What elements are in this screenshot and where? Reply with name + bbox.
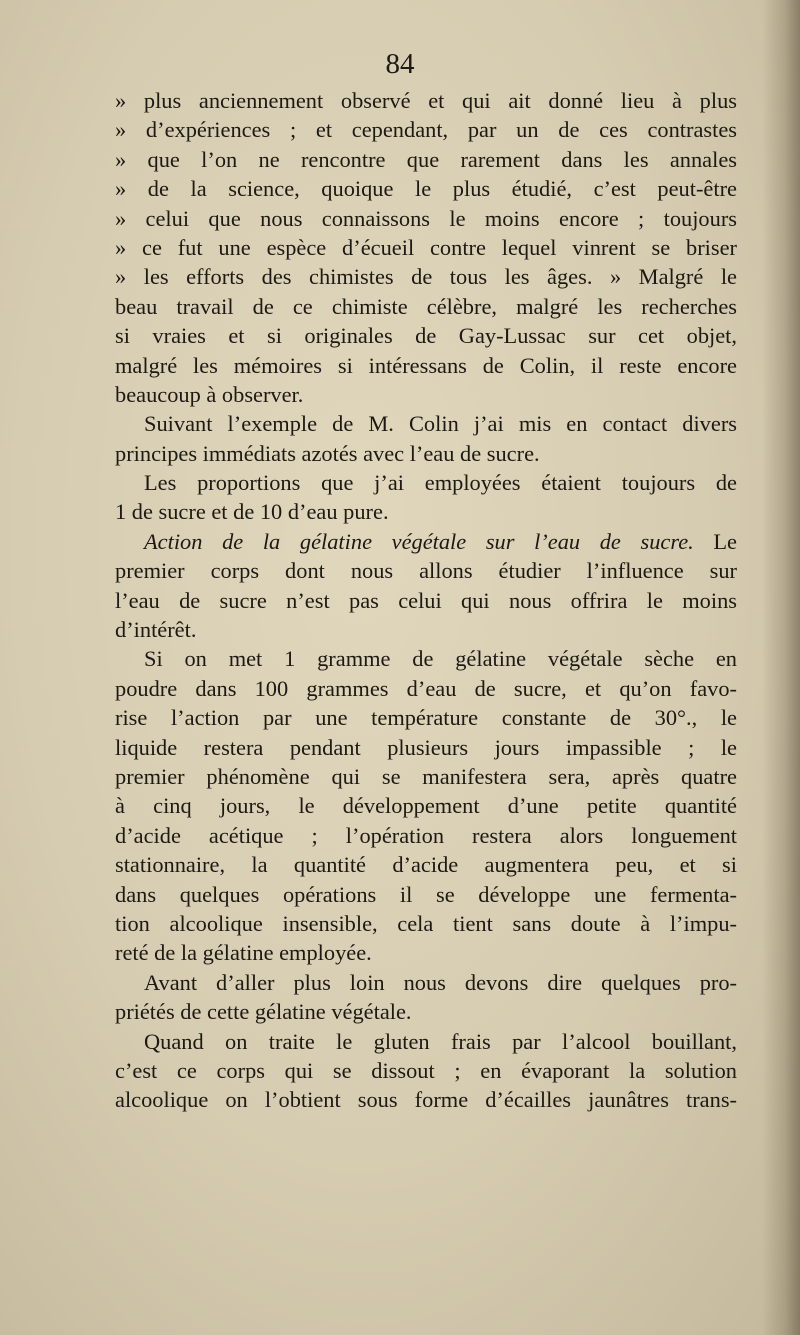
text-line: » plus anciennement observé et qui ait donné lieu à plus [115, 88, 737, 113]
section-heading-line [115, 527, 737, 556]
text-line: Si on met 1 gramme de gélatine végétale sèche en [144, 646, 737, 672]
text-line: priétés de cette gélatine végétale. [115, 999, 412, 1025]
text-line: beau travail de ce chimiste célèbre, malgré les recherches [115, 293, 737, 319]
text-line: » de la science, quoique le plus étudié, c’est peut-être [115, 176, 737, 202]
body-text [115, 86, 737, 1115]
text-line: alcoolique on l’obtient sous forme d’écailles jaunâtres trans- [115, 1087, 737, 1113]
text-line: premier phénomène qui se manifestera sera, après quatre [115, 763, 737, 789]
text-line: stationnaire, la quantité d’acide augmentera peu, et si [115, 852, 737, 878]
text-line: liquide restera pendant plusieurs jours impassible ; le [115, 734, 737, 760]
text-line: Avant d’aller plus loin nous devons dire quelques pro- [144, 969, 737, 995]
text-line: reté de la gélatine employée. [115, 940, 372, 966]
heading-line-continuation: Le [693, 528, 737, 554]
text-line: » les efforts des chimistes de tous les âges. » Malgré le [115, 264, 737, 290]
text-line: tion alcoolique insensible, cela tient sans doute à l’impu- [115, 910, 737, 936]
text-line: » que l’on ne rencontre que rarement dans les annales [115, 146, 737, 172]
text-line: c’est ce corps qui se dissout ; en évaporant la solution [115, 1057, 737, 1083]
text-line: malgré les mémoires si intéressans de Colin, il reste encore [115, 352, 737, 378]
text-line: principes immédiats azotés avec l’eau de sucre. [115, 440, 540, 466]
text-line: » celui que nous connaissons le moins encore ; toujours [115, 205, 737, 231]
text-line: Les proportions que j’ai employées étaient toujours de [144, 470, 737, 496]
text-line: poudre dans 100 grammes d’eau de sucre, et qu’on favo- [115, 675, 737, 701]
text-line: à cinq jours, le développement d’une petite quantité [115, 793, 737, 819]
text-line: rise l’action par une température constante de 30°., le [115, 705, 737, 731]
text-line: d’intérêt. [115, 617, 197, 643]
text-line: Quand on traite le gluten frais par l’alcool bouillant, [144, 1028, 737, 1054]
text-line: » ce fut une espèce d’écueil contre lequel vinrent se briser [115, 234, 737, 260]
page-edge-shadow [762, 0, 800, 1335]
section-heading: Action de la gélatine végétale sur l’eau de sucre. [144, 528, 694, 554]
text-line: l’eau de sucre n’est pas celui qui nous offrira le moins [115, 587, 737, 613]
text-line: si vraies et si originales de Gay-Lussac sur cet objet, [115, 323, 737, 349]
text-line: dans quelques opérations il se développe une fermenta- [115, 881, 737, 907]
text-line: 1 de sucre et de 10 d’eau pure. [115, 499, 389, 525]
text-line: premier corps dont nous allons étudier l’influence sur [115, 558, 737, 584]
page-number: 84 [385, 48, 415, 80]
text-line: beaucoup à observer. [115, 381, 304, 407]
text-line: Suivant l’exemple de M. Colin j’ai mis en contact divers [144, 411, 737, 437]
text-line: » d’expériences ; et cependant, par un de ces contrastes [115, 117, 737, 143]
text-line: d’acide acétique ; l’opération restera alors longuement [115, 822, 737, 848]
